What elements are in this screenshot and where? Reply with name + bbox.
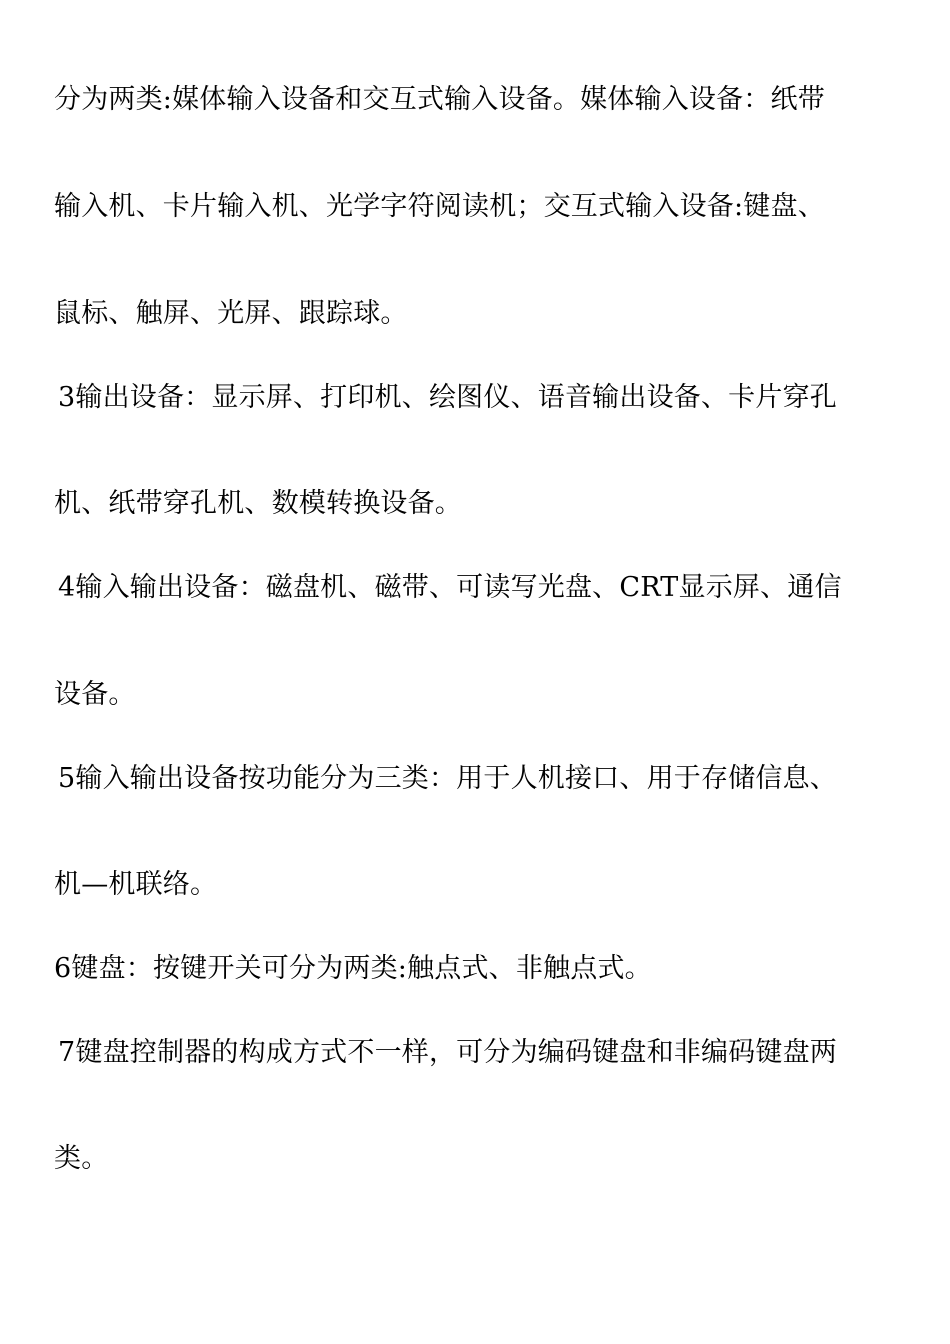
text-line: 机、纸带穿孔机、数模转换设备。 — [54, 488, 462, 519]
text-line: 7键盘控制器的构成方式不一样，可分为编码键盘和非编码键盘两 — [58, 1037, 837, 1068]
text-line: 3输出设备：显示屏、打印机、绘图仪、语音输出设备、卡片穿孔 — [58, 382, 837, 413]
text-line: 输入机、卡片输入机、光学字符阅读机；交互式输入设备:键盘、 — [54, 191, 825, 222]
text-line: 类。 — [54, 1143, 109, 1174]
text-line: 6键盘：按键开关可分为两类:触点式、非触点式。 — [54, 953, 652, 984]
text-line: 机—机联络。 — [54, 869, 218, 900]
text-line: 5输入输出设备按功能分为三类：用于人机接口、用于存储信息、 — [58, 763, 837, 794]
text-line: 设备。 — [54, 679, 136, 710]
text-line: 分为两类:媒体输入设备和交互式输入设备。媒体输入设备：纸带 — [54, 84, 825, 115]
text-line: 鼠标、触屏、光屏、跟踪球。 — [54, 298, 408, 329]
text-line: 4输入输出设备：磁盘机、磁带、可读写光盘、CRT显示屏、通信 — [58, 572, 842, 603]
